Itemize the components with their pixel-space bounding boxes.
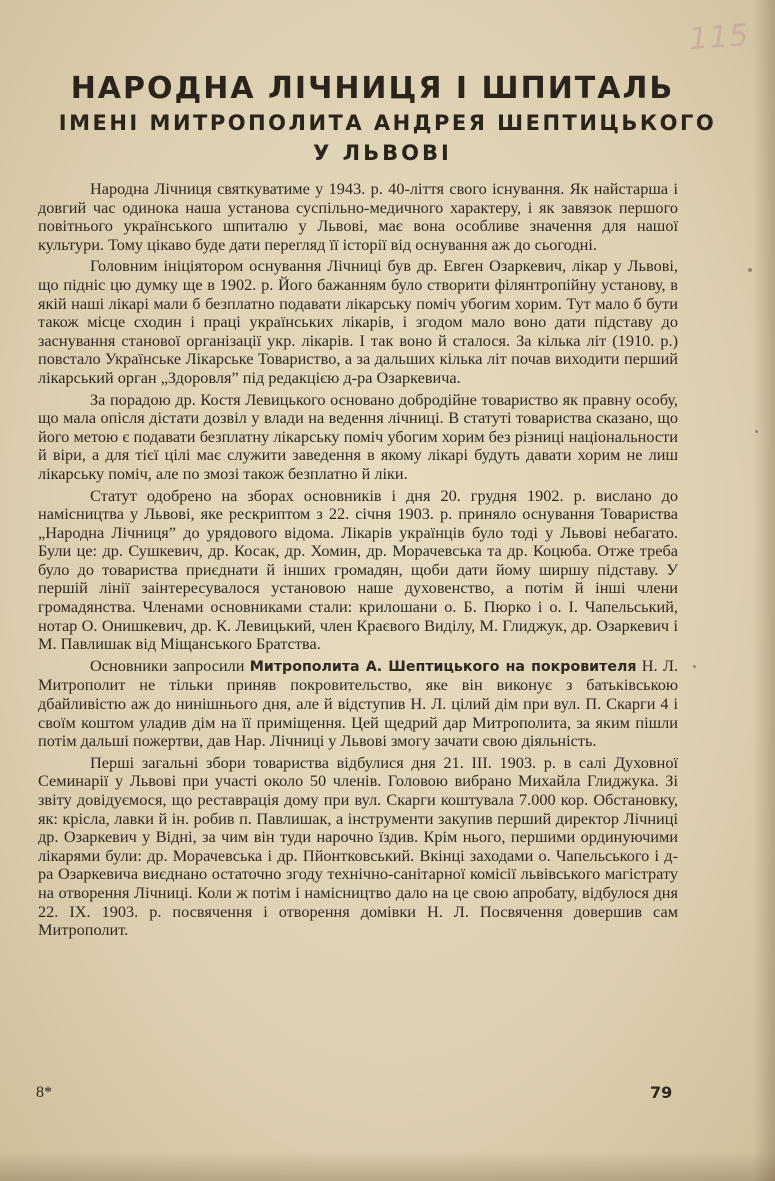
- title-line-2: ІМЕНІ МИТРОПОЛИТА АНДРЕЯ ШЕПТИЦЬКОГО: [58, 111, 717, 135]
- paper-speck: [755, 430, 758, 433]
- paragraph-6: Перші загальні збори товариства відбулися дня 21. III. 1903. р. в салі Духовної Семинарії у Львові при участі около 50 членів. Головою вибрано Михайла Глиджука. Зі звіту довідуємося, що реставрація дому при вул. Скарги коштувала 7.000 кор. Обстановку, як: крісла, лавки й ін. робив п. Павлишак, а інструменти закупив перший директор Лічниці др. Озаркевич у Відні, за чим він туди нарочно їздив. Крім нього, першими ординуючими лікарями були: др. Морачевська і др. Пйонтковський. Вкінці заходами о. Чапельського і д-ра Озаркевича виєднано остаточно згоду технічно-санітарної комісії львівського магістрату на отворення Лічниці. Коли ж потім і намісництво дало на це свою апробату, відбулося дня 22. IX. 1903. р. посвячення і отворення домівки Н. Л. Посвячення довершив сам Митрополит.: [38, 752, 678, 940]
- paper-speck: [748, 268, 752, 272]
- printer-signature: 8*: [36, 1084, 52, 1101]
- page-number: 79: [650, 1083, 673, 1102]
- archive-number: 115: [687, 17, 751, 58]
- title-line-1: НАРОДНА ЛІЧНИЦЯ І ШПИТАЛЬ: [70, 71, 675, 106]
- paper-speck: [693, 665, 696, 668]
- page-bottom-shadow: [0, 1151, 775, 1181]
- paragraph-4: Статут одобрено на зборах основників і дня 20. грудня 1902. р. вислано до намісництва у Львові, яке рескриптом з 22. січня 1903. р. приняло оснування Товариства „Народна Лічниця” до урядового відома. Лікарів українців було тоді у Львові небагато. Були це: др. Сушкевич, др. Косак, др. Хомин, др. Морачевська та др. Коцюба. Отже треба було до товариства приєднати й інших громадян, щоби дати йому ширшу підставу. У першій лінії заінтересувалося установою наше духовенство, а потім й інші члени громадянства. Членами основниками стали: крилошани о. Б. Пюрко і о. І. Чапельський, нотар О. Онишкевич, др. К. Левицький, член Краєвого Виділу, М. Глиджук, др. Озаркевич і М. Павлишак від Міщанського Братства.: [38, 485, 678, 654]
- paragraph-3: За порадою др. Костя Левицького основано добродійне товариство як правну особу, що мала опісля дістати дозвіл у влади на ведення лічниці. В статуті товариства сказано, що його метою є подавати безплатну лікарську поміч убогим хорим без різниці національности й віри, а для тієї цілі має служити заведення в якому лікарі будуть давати хорим не лиш лікарську поміч, але по змозі також безплатно й ліки.: [38, 389, 678, 483]
- title-line-3: У ЛЬВОВІ: [313, 141, 452, 165]
- paragraph-1: Народна Лічниця святкуватиме у 1943. р. 40-ліття свого існування. Як найстарша і довгий час одинока наша установа суспільно-медичного характеру, і як завязок першого повітнього українського шпиталю у Львові, має вона особливе значення для нашої культури. Тому цікаво буде дати перегляд її історії від оснування аж до сьогодні.: [38, 179, 678, 254]
- page-edge-shadow: [753, 0, 775, 1181]
- paragraph-5-start: Основники запросили: [90, 655, 250, 675]
- paragraph-5-bold: Митрополита А. Шептицького на покровителя: [249, 658, 637, 675]
- paragraph-5-end: Н. Л. Митрополит не тільки приняв покровительство, яке він виконує з батьківською дбайливістю аж до нинішнього дня, але й відступив Н. Л. цілий дім при вул. П. Скарги 4 і своїм коштом уладив дім на її приміщення. Цей щедрий дар Митрополита, за яким пішли потім дальші пожертви, дав Нар. Лічниці у Львові змогу зачати свою діяльність.: [38, 655, 678, 751]
- paragraph-2: Головним ініціятором оснування Лічниці був др. Евген Озаркевич, лікар у Львові, що підніс цю думку ще в 1902. р. Його бажанням було створити філянтропійну установу, в якій наші лікарі мали б безплатно подавати лікарську поміч убогим хорим. Тут мало б бути також місце сходин і праці українських лікарів, і згодом мало воно дати підставу до заснування станової організації укр. лікарів. І так воно й сталося. За кілька літ (1910. р.) повстало Українське Лікарське Товариство, а за дальших кілька літ почав виходити перший лікарський орган „Здоровля” під редакцією д-ра Озаркевича.: [38, 256, 678, 387]
- title-block: [0, 70, 775, 168]
- paragraph-5: [38, 657, 678, 751]
- article-body: [38, 180, 678, 943]
